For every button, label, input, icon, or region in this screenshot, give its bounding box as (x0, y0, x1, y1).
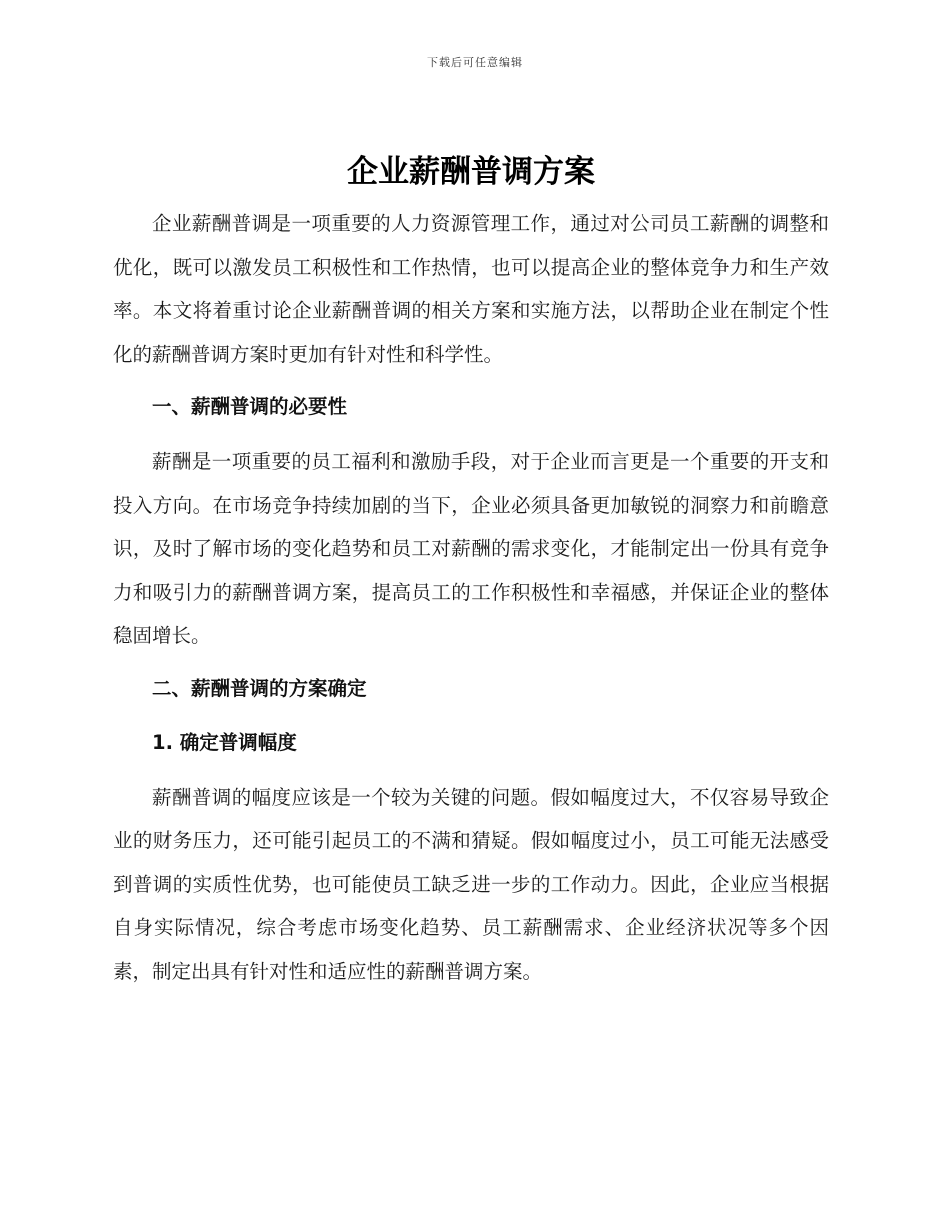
intro-paragraph: 企业薪酬普调是一项重要的人力资源管理工作，通过对公司员工薪酬的调整和优化，既可以激发员工积极性和工作热情，也可以提高企业的整体竞争力和生产效率。本文将着重讨论企业薪酬普调的相关方案和实施方法，以帮助企业在制定个性化的薪酬普调方案时更加有针对性和科学性。 (113, 212, 829, 366)
section-1-paragraph: 薪酬是一项重要的员工福利和激励手段，对于企业而言更是一个重要的开支和投入方向。在市场竞争持续加剧的当下，企业必须具备更加敏锐的洞察力和前瞻意识，及时了解市场的变化趋势和员工对薪酬的需求变化，才能制定出一份具有竞争力和吸引力的薪酬普调方案，提高员工的工作积极性和幸福感，并保证企业的整体稳固增长。 (113, 450, 829, 647)
section-2-heading: 二、薪酬普调的方案确定 (152, 676, 367, 700)
subsection-1-paragraph: 薪酬普调的幅度应该是一个较为关键的问题。假如幅度过大，不仅容易导致企业的财务压力，还可能引起员工的不满和猜疑。假如幅度过小，员工可能无法感受到普调的实质性优势，也可能使员工缺乏进一步的工作动力。因此，企业应当根据自身实际情况，综合考虑市场变化趋势、员工薪酬需求、企业经济状况等多个因素，制定出具有针对性和适应性的薪酬普调方案。 (113, 785, 829, 983)
section-1-heading: 一、薪酬普调的必要性 (152, 395, 348, 418)
header-note: 下载后可任意编辑 (427, 56, 523, 69)
subsection-1-heading: 1. 确定普调幅度 (152, 730, 297, 754)
document-body (113, 150, 829, 993)
document-title: 企业薪酬普调方案 (347, 154, 595, 190)
